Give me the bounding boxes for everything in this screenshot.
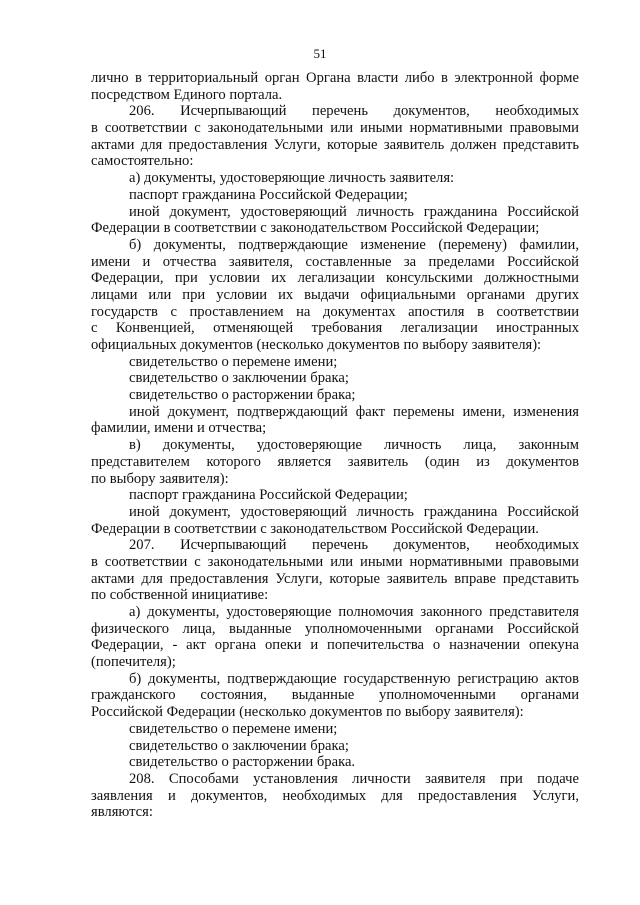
text-line: в соответствии с законодательными или иными нормативными правовыми (91, 120, 579, 137)
text-line: в соответствии с законодательными или иными нормативными правовыми (91, 553, 579, 570)
text-line: Федерации в соответствии с законодательством Российской Федерации. (91, 520, 539, 537)
text-line: свидетельство о заключении брака; (129, 737, 349, 754)
text-line: гражданского состояния, выданные уполномоченными органами (91, 687, 579, 704)
text-line: 208. Способами установления личности заявителя при подаче (129, 770, 579, 787)
text-line: имени и отчества заявителя, составленные за пределами Российской (91, 253, 579, 270)
text-line: б) документы, подтверждающие государственную регистрацию актов (129, 670, 579, 687)
text-line: иной документ, удостоверяющий личность гражданина Российской (129, 503, 579, 520)
text-line: Российской Федерации (несколько документов по выбору заявителя): (91, 704, 524, 721)
text-line: фамилии, имени и отчества; (91, 420, 267, 437)
text-line: а) документы, удостоверяющие личность заявителя: (129, 170, 455, 187)
page-number: 51 (313, 46, 327, 61)
text-line: в) документы, удостоверяющие личность лица, законным (129, 437, 579, 454)
text-line: по выбору заявителя): (91, 470, 229, 487)
text-line: по собственной инициативе: (91, 587, 269, 604)
text-line: с Конвенцией, отменяющей требования легализации иностранных (91, 320, 579, 337)
text-line: паспорт гражданина Российской Федерации; (129, 186, 408, 203)
text-line: представителем которого является заявитель (один из документов (91, 453, 579, 470)
text-line: посредством Единого портала. (91, 86, 283, 103)
text-line: (попечителя); (91, 654, 176, 671)
text-line: паспорт гражданина Российской Федерации; (129, 487, 408, 504)
text-line: лицами или при условии их выдачи официальными органами других (91, 286, 579, 303)
text-line: свидетельство о расторжении брака; (129, 387, 356, 404)
text-line: актами для предоставления Услуги, которые заявитель должен представить (91, 136, 579, 153)
text-line: а) документы, удостоверяющие полномочия законного представителя (129, 604, 579, 620)
text-line: свидетельство о перемене имени; (129, 720, 338, 737)
text-line: физического лица, выданные уполномоченными органами Российской (91, 620, 579, 637)
text-line: являются: (91, 804, 153, 821)
text-line: иной документ, подтверждающий факт перемены имени, изменения (129, 403, 579, 420)
text-line: 206. Исчерпывающий перечень документов, необходимых (129, 103, 579, 120)
text-line: официальных документов (несколько документов по выбору заявителя): (91, 337, 542, 353)
text-line: Федерации в соответствии с законодательством Российской Федерации; (91, 220, 540, 237)
text-line: Федерации, - акт органа опеки и попечительства о назначении опекуна (91, 637, 579, 654)
text-line: государств с проставлением на документах апостиля в соответствии (91, 303, 579, 320)
text-line: лично в территориальный орган Органа власти либо в электронной форме (91, 70, 579, 86)
text-line: заявления и документов, необходимых для предоставления Услуги, (91, 787, 579, 804)
text-line: самостоятельно: (91, 153, 194, 170)
text-line: свидетельство о расторжении брака. (129, 754, 356, 771)
text-line: 207. Исчерпывающий перечень документов, необходимых (129, 537, 579, 554)
text-line: свидетельство о заключении брака; (129, 370, 349, 387)
document-body (91, 70, 579, 821)
text-line: б) документы, подтверждающие изменение (перемену) фамилии, (129, 236, 579, 253)
text-line: Федерации, при условии их легализации консульскими должностными (91, 270, 579, 287)
text-line: свидетельство о перемене имени; (129, 353, 338, 370)
text-line: актами для предоставления Услуги, которые заявитель вправе представить (91, 570, 579, 587)
text-line: иной документ, удостоверяющий личность гражданина Российской (129, 203, 579, 220)
